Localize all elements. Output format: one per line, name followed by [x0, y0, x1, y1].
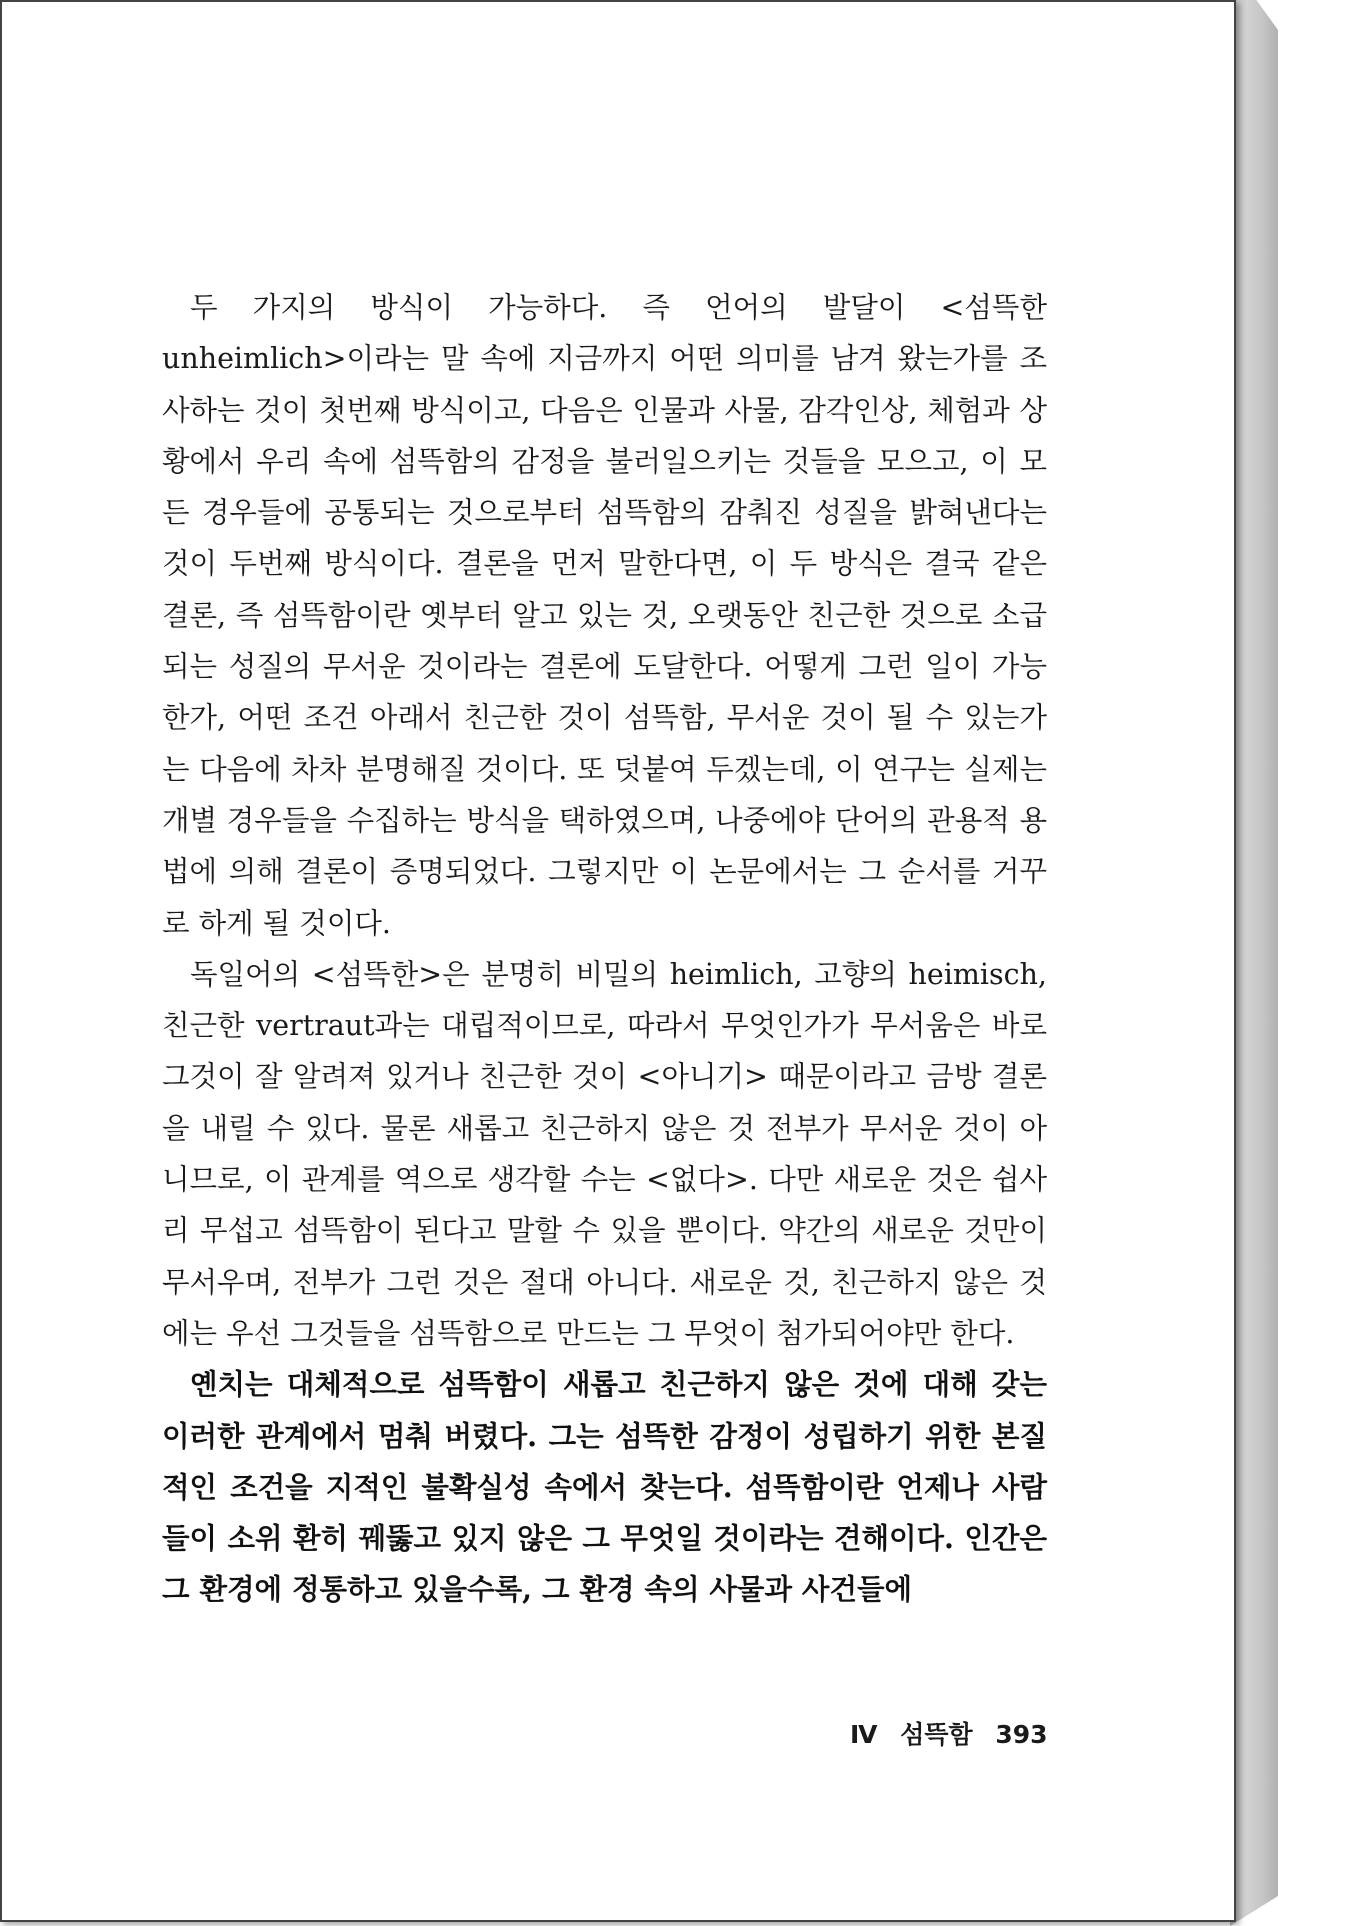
page-stack-edge — [1230, 0, 1278, 1926]
body-text — [162, 282, 1047, 1616]
chapter-title: 섬뜩함 — [900, 1720, 973, 1749]
page-footer — [850, 1715, 1048, 1751]
paragraph-3: 옌치는 대체적으로 섬뜩함이 새롭고 친근하지 않은 것에 대해 갖는 이러한 관계에서 멈춰 버렸다. 그는 섬뜩한 감정이 성립하기 위한 본질적인 조건을 지적인 불확실성 속에서 찾는다. 섬뜩함이란 언제나 사람들이 소위 환히 꿰뚫고 있지 않은 그 무엇일 것이라는 견해이다. 인간은 그 환경에 정통하고 있을수록, 그 환경 속의 사물과 사건들에 — [162, 1367, 1047, 1607]
paragraph-1: 두 가지의 방식이 가능하다. 즉 언어의 발달이 <섬뜩한 unheimlich>이라는 말 속에 지금까지 어떤 의미를 남겨 왔는가를 조사하는 것이 첫번째 방식이고, 다음은 인물과 사물, 감각인상, 체험과 상황에서 우리 속에 섬뜩함의 감정을 불러일으키는 것들을 모으고, 이 모든 경우들에 공통되는 것으로부터 섬뜩함의 감춰진 성질을 밝혀낸다는 것이 두번째 방식이다. 결론을 먼저 말한다면, 이 두 방식은 결국 같은 결론, 즉 섬뜩함이란 옛부터 알고 있는 것, 오랫동안 친근한 것으로 소급되는 성질의 무서운 것이라는 결론에 도달한다. 어떻게 그런 일이 가능한가, 어떤 조건 아래서 친근한 것이 섬뜩함, 무서운 것이 될 수 있는가는 다음에 차차 분명해질 것이다. 또 덧붙여 두겠는데, 이 연구는 실제는 개별 경우들을 수집하는 방식을 택하였으며, 나중에야 단어의 관용적 용법에 의해 결론이 증명되었다. 그렇지만 이 논문에서는 그 순서를 거꾸로 하게 될 것이다. — [162, 291, 1047, 940]
paragraph-2: 독일어의 <섬뜩한>은 분명히 비밀의 heimlich, 고향의 heimisch, 친근한 vertraut과는 대립적이므로, 따라서 무엇인가가 무서움은 바로 그것이 잘 알려져 있거나 친근한 것이 <아니기> 때문이라고 금방 결론을 내릴 수 있다. 물론 새롭고 친근하지 않은 것 전부가 무서운 것이 아니므로, 이 관계를 역으로 생각할 수는 <없다>. 다만 새로운 것은 쉽사리 무섭고 섬뜩함이 된다고 말할 수 있을 뿐이다. 약간의 새로운 것만이 무서우며, 전부가 그런 것은 절대 아니다. 새로운 것, 친근하지 않은 것에는 우선 그것들을 섬뜩함으로 만드는 그 무엇이 첨가되어야만 한다. — [162, 957, 1047, 1350]
chapter-numeral: Ⅳ — [850, 1720, 878, 1749]
page-number: 393 — [995, 1720, 1048, 1749]
